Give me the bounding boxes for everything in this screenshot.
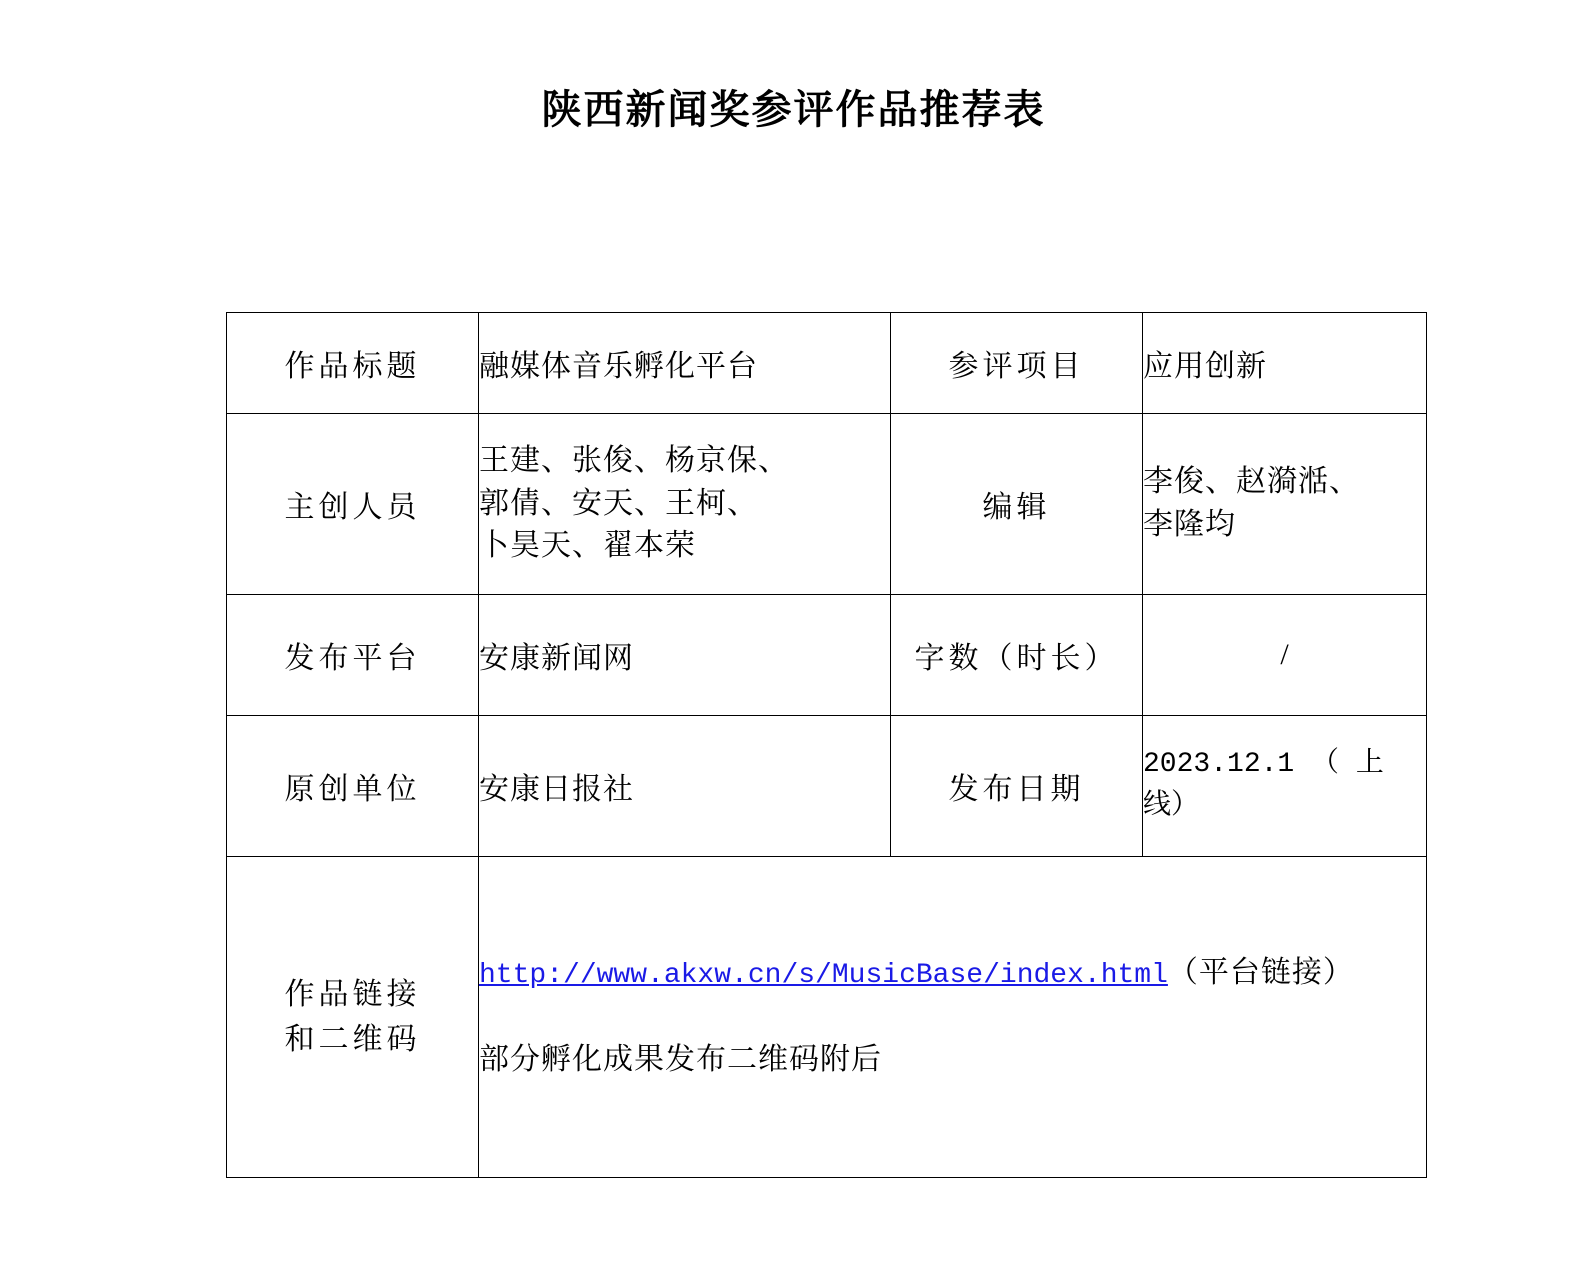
page-title: 陕西新闻奖参评作品推荐表 bbox=[541, 87, 1046, 132]
publish-date-line-2: 线） bbox=[1143, 791, 1200, 822]
value-work-link bbox=[479, 857, 1427, 1178]
work-link-line bbox=[479, 947, 1426, 1000]
label-work-link bbox=[227, 857, 479, 1178]
recommendation-table-wrapper bbox=[226, 312, 1426, 1178]
label-work-title: 作品标题 bbox=[227, 313, 479, 414]
table-row bbox=[227, 595, 1427, 716]
publish-date-line-1: 2023.12.1 （ 上 bbox=[1143, 749, 1384, 780]
table-row bbox=[227, 414, 1427, 595]
value-publish-platform: 安康新闻网 bbox=[479, 595, 891, 716]
label-publish-platform: 发布平台 bbox=[227, 595, 479, 716]
editor-line-2: 李隆均 bbox=[1143, 508, 1236, 541]
creators-line-3: 卜昊天、翟本荣 bbox=[479, 529, 696, 563]
value-word-count: / bbox=[1143, 595, 1427, 716]
table-row bbox=[227, 313, 1427, 414]
label-origin-unit: 原创单位 bbox=[227, 716, 479, 857]
recommendation-table bbox=[226, 312, 1427, 1178]
label-editor: 编辑 bbox=[891, 414, 1143, 595]
editor-line-1: 李俊、赵漪湉、 bbox=[1143, 465, 1360, 499]
value-award-category: 应用创新 bbox=[1143, 313, 1427, 414]
value-origin-unit: 安康日报社 bbox=[479, 716, 891, 857]
work-link-label-line-1: 作品链接 bbox=[284, 978, 421, 1011]
value-editor bbox=[1143, 414, 1427, 595]
label-award-category: 参评项目 bbox=[891, 313, 1143, 414]
document-page bbox=[0, 78, 1587, 1269]
creators-line-1: 王建、张俊、杨京保、 bbox=[479, 444, 789, 478]
creators-line-2: 郭倩、安天、王柯、 bbox=[479, 486, 758, 520]
work-link-suffix: （平台链接） bbox=[1167, 956, 1354, 990]
value-publish-date bbox=[1143, 716, 1427, 857]
label-main-creators: 主创人员 bbox=[227, 414, 479, 595]
value-main-creators bbox=[479, 414, 891, 595]
table-row bbox=[227, 857, 1427, 1178]
label-word-count: 字数（时长） bbox=[891, 595, 1143, 716]
label-publish-date: 发布日期 bbox=[891, 716, 1143, 857]
work-link-url[interactable]: http://www.akxw.cn/s/MusicBase/index.html bbox=[479, 960, 1168, 992]
value-work-title: 融媒体音乐孵化平台 bbox=[479, 313, 891, 414]
table-row bbox=[227, 716, 1427, 857]
work-link-note: 部分孵化成果发布二维码附后 bbox=[479, 1043, 882, 1077]
work-link-label-line-2: 和二维码 bbox=[284, 1023, 421, 1056]
